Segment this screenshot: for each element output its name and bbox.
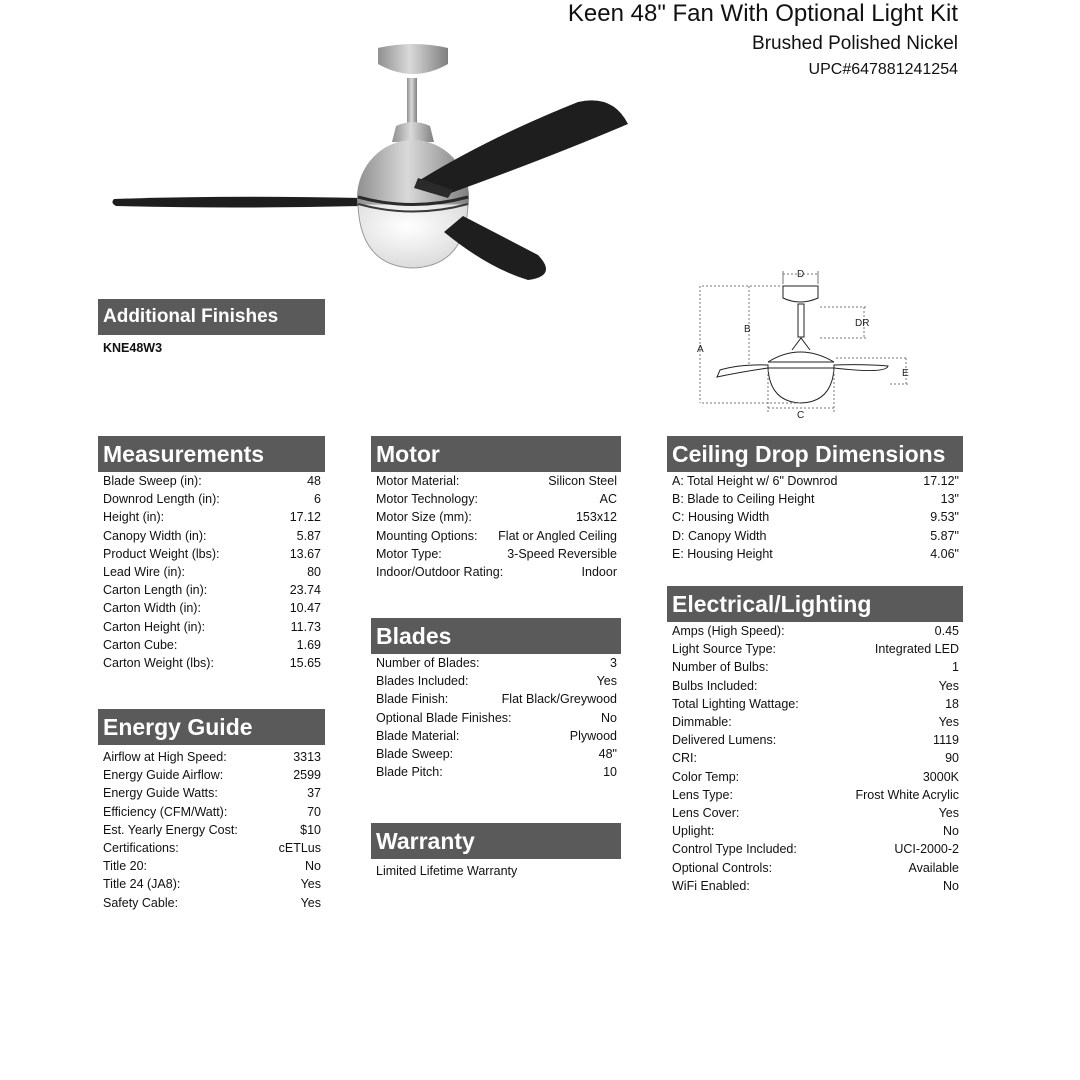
row-label: Optional Controls: [672,860,773,875]
row-value: 48 [307,474,321,488]
row-label: Delivered Lumens: [672,733,777,748]
measurement-row [98,563,325,581]
ceiling-fan-image [108,38,638,288]
electrical-row [667,658,963,676]
row-label: Carton Cube: [103,637,178,652]
electrical-row [667,622,963,640]
row-label: A: Total Height w/ 6" Downrod [672,474,838,488]
row-label: Blades Included: [376,674,469,689]
energy-guide-heading [98,709,325,745]
row-value: 37 [307,786,321,801]
row-value: Flat or Angled Ceiling [498,528,617,543]
row-value: 17.12 [289,510,321,525]
row-value: 9.53" [930,510,959,525]
row-label: Energy Guide Airflow: [103,768,224,783]
row-label: Blade Pitch: [376,765,443,780]
energy-row [98,748,325,766]
row-value: Indoor [581,565,617,580]
row-label: Number of Bulbs: [672,660,769,675]
row-label: WiFi Enabled: [672,878,750,893]
electrical-row [667,822,963,840]
row-value: Available [908,860,959,875]
dim-label-b: B [744,324,751,335]
energy-row [98,875,325,893]
right-lower-blade [444,216,546,280]
dim-label-e: E [902,368,909,379]
row-value: 80 [307,565,321,580]
row-label: Carton Height (in): [103,619,206,634]
measurements-table [98,472,325,672]
ceiling-drop-row [667,490,963,508]
dimension-diagram [690,262,920,422]
blades-title: Blades [376,623,452,649]
blades-table [371,654,621,781]
row-value: cETLus [278,841,321,856]
row-value: 6 [314,492,321,507]
energy-row [98,803,325,821]
row-label: Lead Wire (in): [103,565,185,580]
row-label: Motor Material: [376,474,460,488]
row-label: Carton Width (in): [103,601,201,616]
row-label: Total Lighting Wattage: [672,696,799,711]
row-value: 3000K [922,769,959,784]
row-value: Frost White Acrylic [855,787,959,802]
energy-row [98,894,325,912]
row-label: Carton Weight (lbs): [103,656,214,671]
energy-row [98,784,325,802]
electrical-row [667,677,963,695]
row-value: 153x12 [575,510,617,525]
row-label: Height (in): [103,510,165,525]
row-value: 10.47 [289,601,321,616]
row-value: 4.06" [930,546,959,561]
blade-row [371,727,621,745]
row-value: 11.73 [290,619,321,634]
blade-row [371,745,621,763]
electrical-row [667,877,963,895]
measurement-row [98,618,325,636]
row-label: Control Type Included: [672,842,797,857]
electrical-table [667,622,963,895]
motor-title: Motor [376,441,440,467]
measurement-row [98,472,325,490]
motor-row [371,472,621,490]
electrical-title: Electrical/Lighting [672,591,872,617]
ceiling-drop-row [667,527,963,545]
row-label: Safety Cable: [103,895,179,910]
measurement-row [98,527,325,545]
row-value: Silicon Steel [548,474,617,488]
electrical-row [667,768,963,786]
energy-guide-title: Energy Guide [103,714,253,740]
row-value: No [601,710,617,725]
row-value: 23.74 [289,583,321,598]
dim-label-a: A [697,344,704,355]
canopy [378,44,448,74]
row-value: No [305,859,321,874]
electrical-row [667,786,963,804]
downrod [407,78,417,128]
motor-row [371,545,621,563]
row-label: Bulbs Included: [672,678,758,693]
ceiling-drop-heading [667,436,963,472]
row-label: B: Blade to Ceiling Height [672,492,815,507]
ceiling-drop-row [667,472,963,490]
finish-item: KNE48W3 [103,341,163,355]
measurement-row [98,636,325,654]
electrical-row [667,731,963,749]
blades-heading [371,618,621,654]
measurement-row [98,581,325,599]
warranty-heading [371,823,621,859]
warranty-title: Warranty [376,828,475,854]
row-label: Blade Sweep (in): [103,474,202,488]
row-value: 3313 [293,750,321,764]
product-finish: Brushed Polished Nickel [752,33,958,54]
motor-row [371,490,621,508]
row-label: C: Housing Width [672,510,770,525]
additional-finishes-heading [98,299,325,335]
row-value: $10 [300,822,321,837]
measurement-row [98,599,325,617]
row-value: 10 [603,765,617,780]
row-value: 15.65 [289,656,321,671]
product-upc: UPC#647881241254 [808,61,958,78]
energy-row [98,839,325,857]
row-label: Efficiency (CFM/Watt): [103,804,228,819]
measurement-row [98,508,325,526]
row-value: 2599 [293,768,321,783]
warranty-body [371,862,621,880]
energy-row [98,857,325,875]
blade-row [371,763,621,781]
row-value: Yes [938,715,959,730]
row-value: No [943,878,959,893]
row-value: 5.87 [296,528,321,543]
row-label: Certifications: [103,841,179,856]
warranty-text: Limited Lifetime Warranty [376,864,518,878]
energy-guide-table [98,748,325,912]
measurement-row [98,490,325,508]
motor-heading [371,436,621,472]
electrical-heading [667,586,963,622]
row-label: E: Housing Height [672,546,773,561]
electrical-row [667,695,963,713]
row-label: Light Source Type: [672,642,777,657]
coupler [392,122,434,142]
row-label: Motor Technology: [376,492,478,507]
motor-row [371,527,621,545]
row-value: 3 [610,656,617,670]
row-value: 48" [598,747,617,762]
row-label: Blade Sweep: [376,747,454,762]
row-value: 18 [945,696,959,711]
row-label: Canopy Width (in): [103,528,207,543]
row-value: 5.87" [930,528,959,543]
row-value: 13.67 [289,546,321,561]
row-label: Motor Type: [376,546,442,561]
electrical-row [667,804,963,822]
electrical-row [667,859,963,877]
row-value: 13" [940,492,959,507]
row-label: Lens Type: [672,787,733,802]
electrical-row [667,713,963,731]
row-value: 3-Speed Reversible [507,546,617,561]
dim-label-c: C [797,410,805,421]
row-value: Plywood [569,728,617,743]
blade-row [371,672,621,690]
ceiling-drop-table [667,472,963,563]
electrical-row [667,749,963,767]
row-label: Lens Cover: [672,806,740,821]
row-label: Product Weight (lbs): [103,546,220,561]
row-value: Flat Black/Greywood [501,692,617,707]
electrical-row [667,640,963,658]
row-label: Dimmable: [672,715,732,730]
row-value: 1 [952,660,959,675]
row-value: No [943,824,959,839]
row-value: 90 [945,751,959,766]
motor-row [371,563,621,581]
row-value: 17.12" [923,474,959,488]
row-label: D: Canopy Width [672,528,767,543]
energy-row [98,766,325,784]
additional-finishes-list [98,339,325,357]
row-value: AC [599,492,617,507]
row-value: 1.69 [296,637,321,652]
row-label: Color Temp: [672,769,740,784]
row-label: Est. Yearly Energy Cost: [103,822,238,837]
row-value: Yes [938,678,959,693]
additional-finishes-title: Additional Finishes [103,306,279,327]
row-label: Title 20: [103,859,148,874]
measurement-row [98,654,325,672]
blade-row [371,654,621,672]
blade-row [371,709,621,727]
ceiling-drop-row [667,508,963,526]
measurements-heading [98,436,325,472]
row-value: 70 [307,804,321,819]
row-label: Airflow at High Speed: [103,750,227,764]
dim-label-d: D [797,269,805,280]
row-label: Amps (High Speed): [672,624,785,638]
blade-row [371,690,621,708]
row-label: Blade Finish: [376,692,449,707]
row-value: UCI-2000-2 [894,842,959,857]
row-label: Uplight: [672,824,715,839]
electrical-row [667,840,963,858]
row-value: 1119 [933,733,959,748]
row-label: Downrod Length (in): [103,492,220,507]
row-label: Motor Size (mm): [376,510,472,525]
measurements-title: Measurements [103,441,265,467]
row-label: Number of Blades: [376,656,480,670]
row-label: Carton Length (in): [103,583,208,598]
row-value: Yes [596,674,617,689]
row-label: Title 24 (JA8): [103,877,181,892]
row-value: 0.45 [934,624,959,638]
motor-row [371,508,621,526]
row-value: Integrated LED [874,642,959,657]
left-blade [112,197,362,208]
product-title: Keen 48" Fan With Optional Light Kit [567,0,958,27]
row-label: Blade Material: [376,728,460,743]
row-label: Optional Blade Finishes: [376,710,512,725]
energy-row [98,821,325,839]
dim-label-dr: DR [855,318,870,329]
measurement-row [98,545,325,563]
ceiling-drop-row [667,545,963,563]
row-value: Yes [300,895,321,910]
row-value: Yes [938,806,959,821]
row-label: CRI: [672,751,697,766]
row-label: Mounting Options: [376,528,478,543]
right-upper-blade [420,100,628,194]
row-value: Yes [300,877,321,892]
row-label: Energy Guide Watts: [103,786,218,801]
motor-table [371,472,621,581]
ceiling-drop-title: Ceiling Drop Dimensions [672,441,946,467]
row-label: Indoor/Outdoor Rating: [376,565,504,580]
